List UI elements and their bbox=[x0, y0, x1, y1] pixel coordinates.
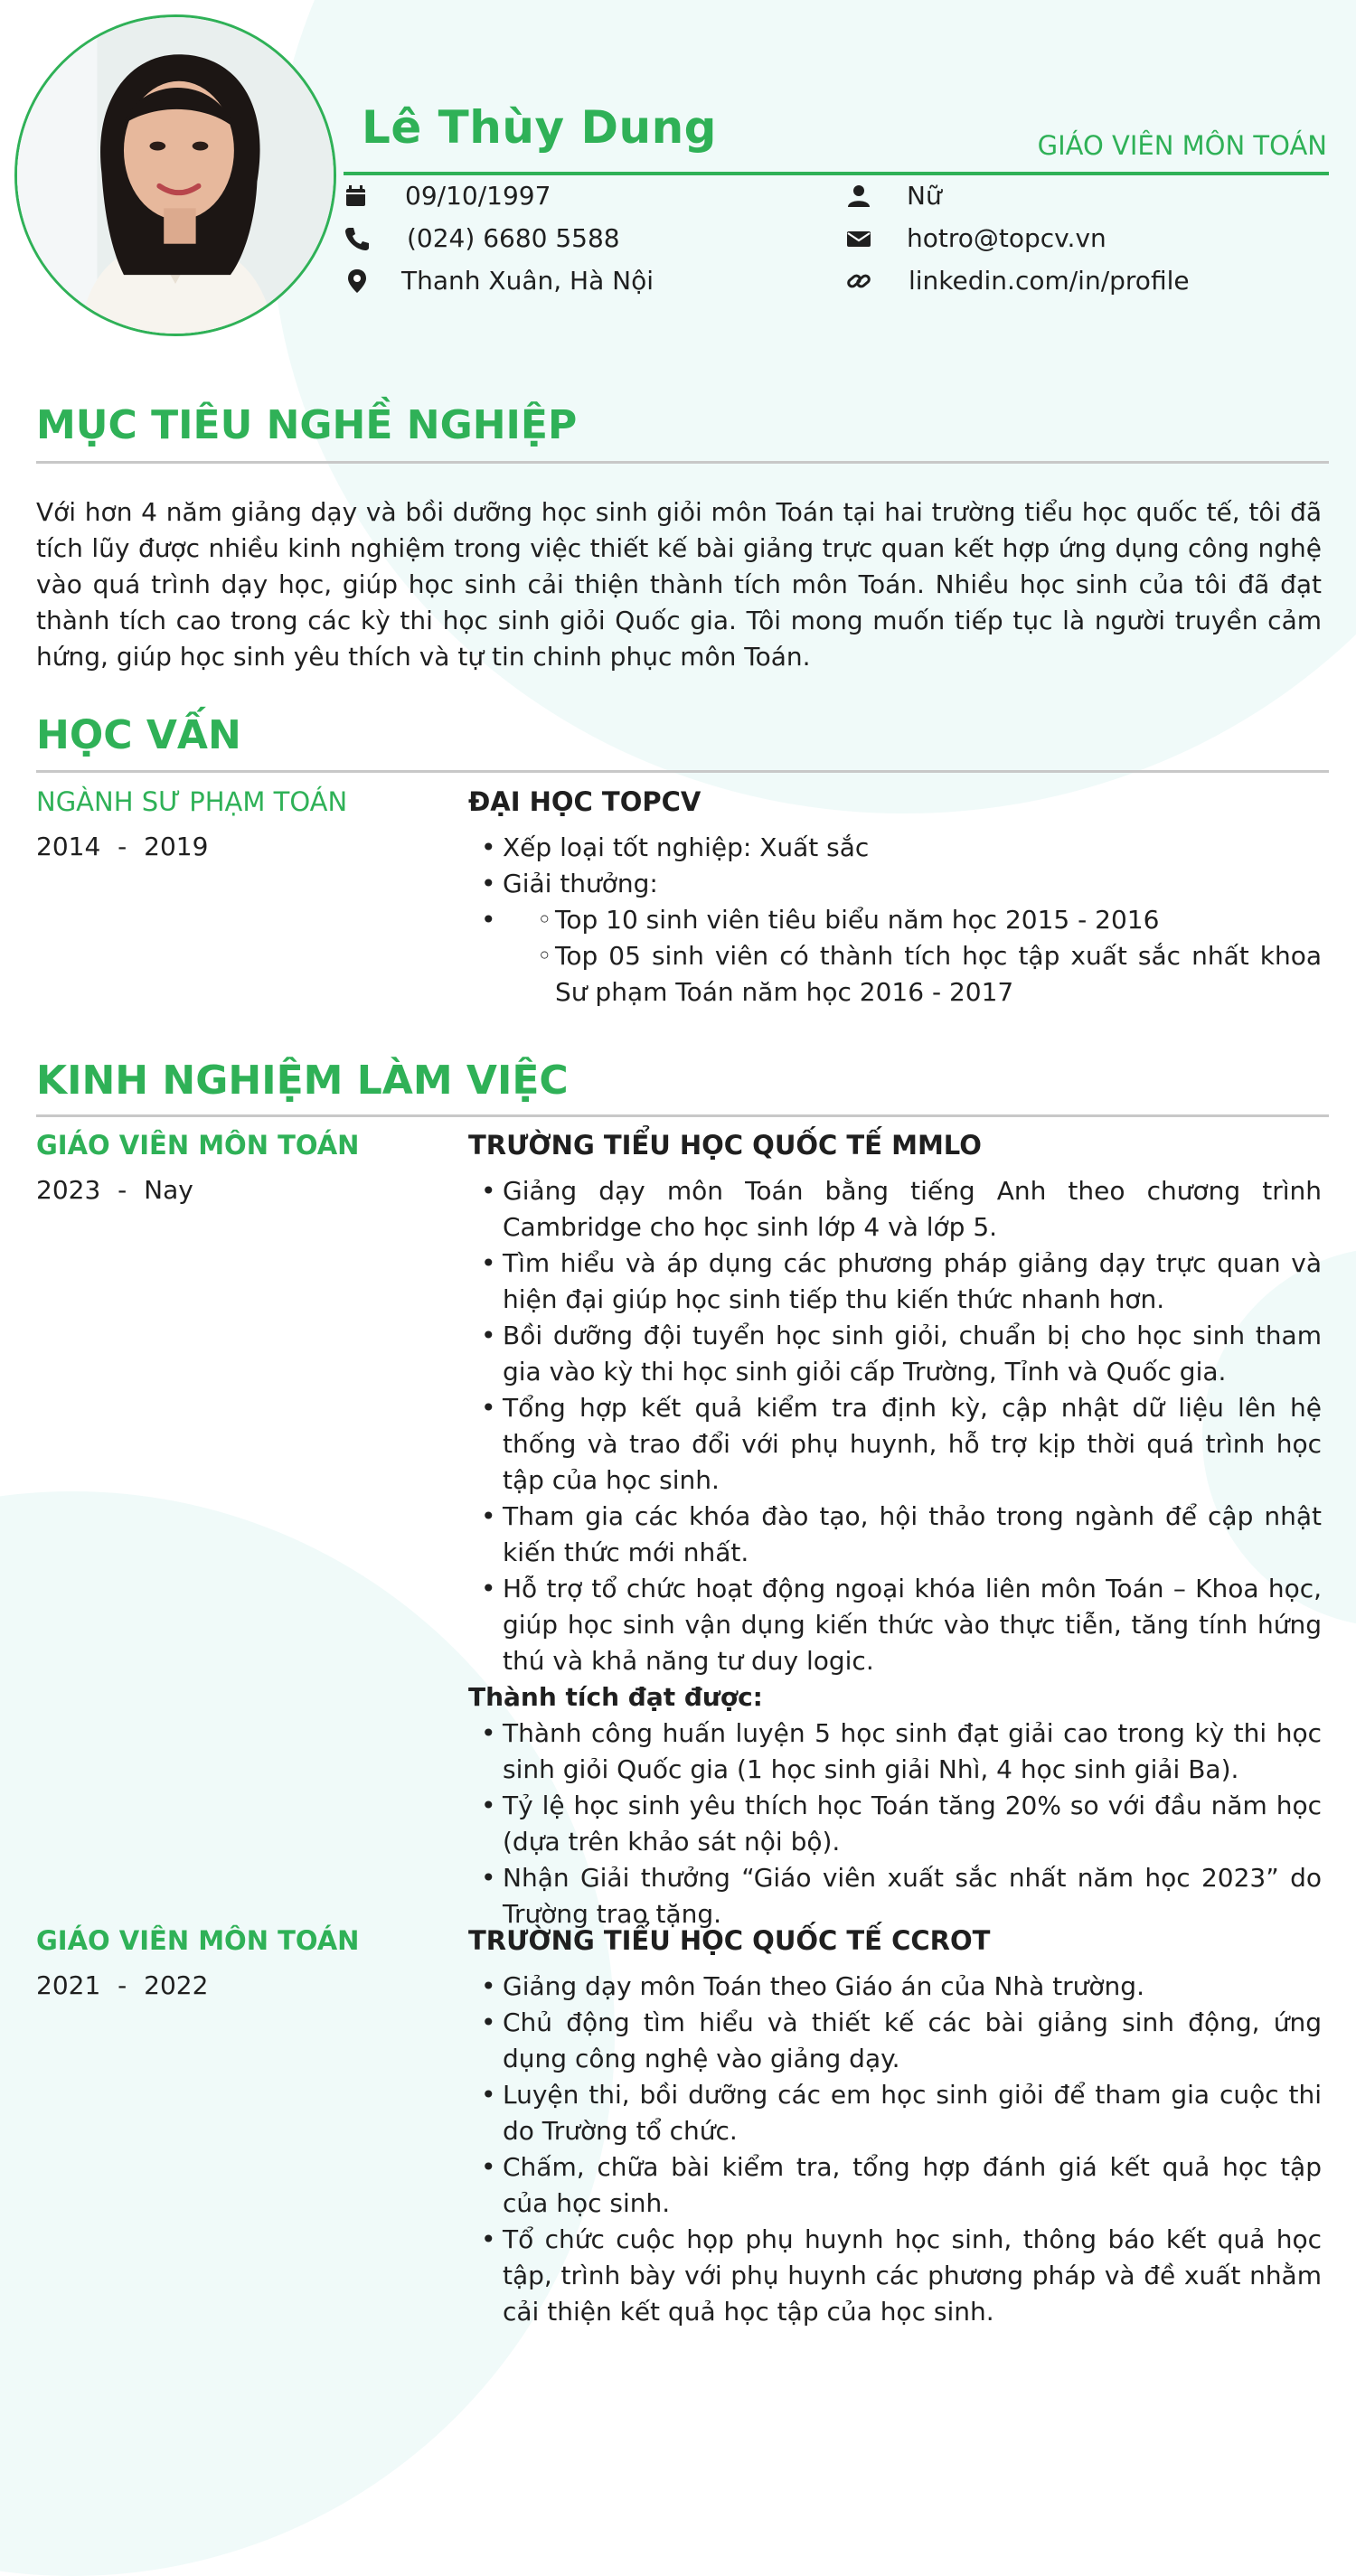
job-organization: TRƯỜNG TIỂU HỌC QUỐC TẾ CCROT bbox=[468, 1925, 991, 1956]
education-school: ĐẠI HỌC TOPCV bbox=[468, 786, 702, 817]
list-item: • Tổng hợp kết quả kiểm tra định kỳ, cập nhật dữ liệu lên hệ thống và trao đổi với phụ huynh, hỗ trợ kịp thời quá trình học tập của học sinh. bbox=[468, 1390, 1322, 1499]
list-item: • Hỗ trợ tổ chức hoạt động ngoại khóa liên môn Toán – Khoa học, giúp học sinh vận dụng kiến thức vào thực tiễn, tăng tính hứng thú và khả năng tư duy logic. bbox=[468, 1571, 1322, 1679]
list-item: • Tìm hiểu và áp dụng các phương pháp giảng dạy trực quan và hiện đại giúp học sinh tiếp thu kiến thức nhanh hơn. bbox=[468, 1246, 1322, 1318]
contact-phone bbox=[344, 223, 620, 253]
list-item: • Luyện thi, bồi dưỡng các em học sinh giỏi để tham gia cuộc thi do Trường tổ chức. bbox=[468, 2077, 1322, 2149]
job-duties bbox=[468, 1173, 1322, 1932]
job-role: GIÁO VIÊN MÔN TOÁN bbox=[36, 1130, 360, 1161]
list-item: • Giảng dạy môn Toán bằng tiếng Anh theo chương trình Cambridge cho học sinh lớp 4 và lớp 5. bbox=[468, 1173, 1322, 1246]
gender-value: Nữ bbox=[907, 181, 942, 211]
list-item: • Tổ chức cuộc họp phụ huynh học sinh, thông báo kết quả học tập, trình bày với phụ huynh các phương pháp và đề xuất nhằm cải thiện kết quả học tập của học sinh. bbox=[468, 2222, 1322, 2330]
list-item: • Tham gia các khóa đào tạo, hội thảo trong ngành để cập nhật kiến thức mới nhất. bbox=[468, 1499, 1322, 1571]
list-item: • Xếp loại tốt nghiệp: Xuất sắc bbox=[468, 830, 1322, 866]
candidate-name: Lê Thùy Dung bbox=[362, 101, 717, 154]
experience-heading: KINH NGHIỆM LÀM VIỆC bbox=[36, 1058, 569, 1104]
header-divider bbox=[344, 172, 1329, 175]
contact-email bbox=[845, 223, 1106, 253]
list-item: • Chủ động tìm hiểu và thiết kế các bài giảng sinh động, ứng dụng công nghệ vào giảng dạy. bbox=[468, 2005, 1322, 2077]
job-period: 2021 - 2022 bbox=[36, 1970, 209, 2000]
map-pin-icon bbox=[344, 268, 371, 295]
list-item: • Bồi dưỡng đội tuyển học sinh giỏi, chuẩn bị cho học sinh tham gia vào kỳ thi học sinh giỏi cấp Trường, Tỉnh và Quốc gia. bbox=[468, 1318, 1322, 1390]
contact-linkedin[interactable] bbox=[845, 266, 1190, 296]
awards-container bbox=[468, 902, 1322, 1011]
objective-text: Với hơn 4 năm giảng dạy và bồi dưỡng học sinh giỏi môn Toán tại hai trường tiểu học quốc tế, tôi đã tích lũy được nhiều kinh nghiệm trong việc thiết kế bài giảng trực quan kết hợp ứng dụng công nghệ vào quá trình dạy học, giúp học sinh cải thiện thành tích môn Toán. Nhiều học sinh của tôi đã đạt thành tích cao trong các kỳ thi học sinh giỏi Quốc gia. Tôi mong muốn tiếp tục là người truyền cảm hứng, giúp học sinh yêu thích và tự tin chinh phục môn Toán. bbox=[36, 497, 1322, 672]
phone-value: (024) 6680 5588 bbox=[407, 223, 620, 253]
job-role: GIÁO VIÊN MÔN TOÁN bbox=[36, 1925, 360, 1956]
envelope-icon bbox=[845, 225, 872, 252]
candidate-title: GIÁO VIÊN MÔN TOÁN bbox=[1037, 130, 1327, 161]
education-major: NGÀNH SƯ PHẠM TOÁN bbox=[36, 786, 348, 817]
contact-birthdate bbox=[344, 181, 551, 211]
linkedin-value[interactable]: linkedin.com/in/profile bbox=[909, 266, 1190, 296]
avatar bbox=[14, 14, 336, 336]
award-item: ◦ • Top 10 sinh viên tiêu biểu năm học 2015 - 2016 bbox=[537, 902, 1322, 938]
list-item: • Giảng dạy môn Toán theo Giáo án của Nhà trường. bbox=[468, 1969, 1322, 2005]
education-period: 2014 - 2019 bbox=[36, 832, 209, 861]
address-value: Thanh Xuân, Hà Nội bbox=[401, 266, 654, 296]
job-organization: TRƯỜNG TIỂU HỌC QUỐC TẾ MMLO bbox=[468, 1130, 982, 1161]
award-item: ◦ Top 05 sinh viên có thành tích học tập xuất sắc nhất khoa Sư phạm Toán năm học 2016 - 2017 bbox=[537, 938, 1322, 1011]
awards-list bbox=[468, 902, 1322, 1011]
objective-divider bbox=[36, 461, 1329, 464]
objective-heading: MỤC TIÊU NGHỀ NGHIỆP bbox=[36, 402, 578, 448]
list-item: • Giải thưởng: bbox=[468, 866, 1322, 902]
job-period: 2023 - Nay bbox=[36, 1175, 193, 1205]
birthdate-value: 09/10/1997 bbox=[405, 181, 551, 211]
contact-gender bbox=[845, 181, 942, 211]
list-item: • Tỷ lệ học sinh yêu thích học Toán tăng 20% so với đầu năm học (dựa trên khảo sát nội bộ). bbox=[468, 1788, 1322, 1860]
phone-icon bbox=[344, 225, 371, 252]
education-divider bbox=[36, 770, 1329, 773]
achievements-heading: Thành tích đạt được: bbox=[468, 1682, 763, 1712]
list-item: • Nhận Giải thưởng “Giáo viên xuất sắc nhất năm học 2023” do Trường trao tặng. bbox=[468, 1860, 1322, 1932]
avatar-photo bbox=[17, 17, 334, 334]
email-value: hotro@topcv.vn bbox=[907, 223, 1106, 253]
experience-divider bbox=[36, 1114, 1329, 1117]
list-item: • Thành công huấn luyện 5 học sinh đạt giải cao trong kỳ thi học sinh giỏi Quốc gia (1 học sinh giải Nhì, 4 học sinh giải Ba). bbox=[468, 1716, 1322, 1788]
contact-address bbox=[344, 266, 654, 296]
link-icon bbox=[845, 268, 872, 295]
education-heading: HỌC VẤN bbox=[36, 712, 241, 758]
job-duties bbox=[468, 1969, 1322, 2330]
person-icon bbox=[845, 183, 872, 210]
list-item: • Chấm, chữa bài kiểm tra, tổng hợp đánh giá kết quả học tập của học sinh. bbox=[468, 2149, 1322, 2222]
calendar-icon bbox=[344, 183, 371, 210]
education-details bbox=[468, 830, 1322, 1011]
